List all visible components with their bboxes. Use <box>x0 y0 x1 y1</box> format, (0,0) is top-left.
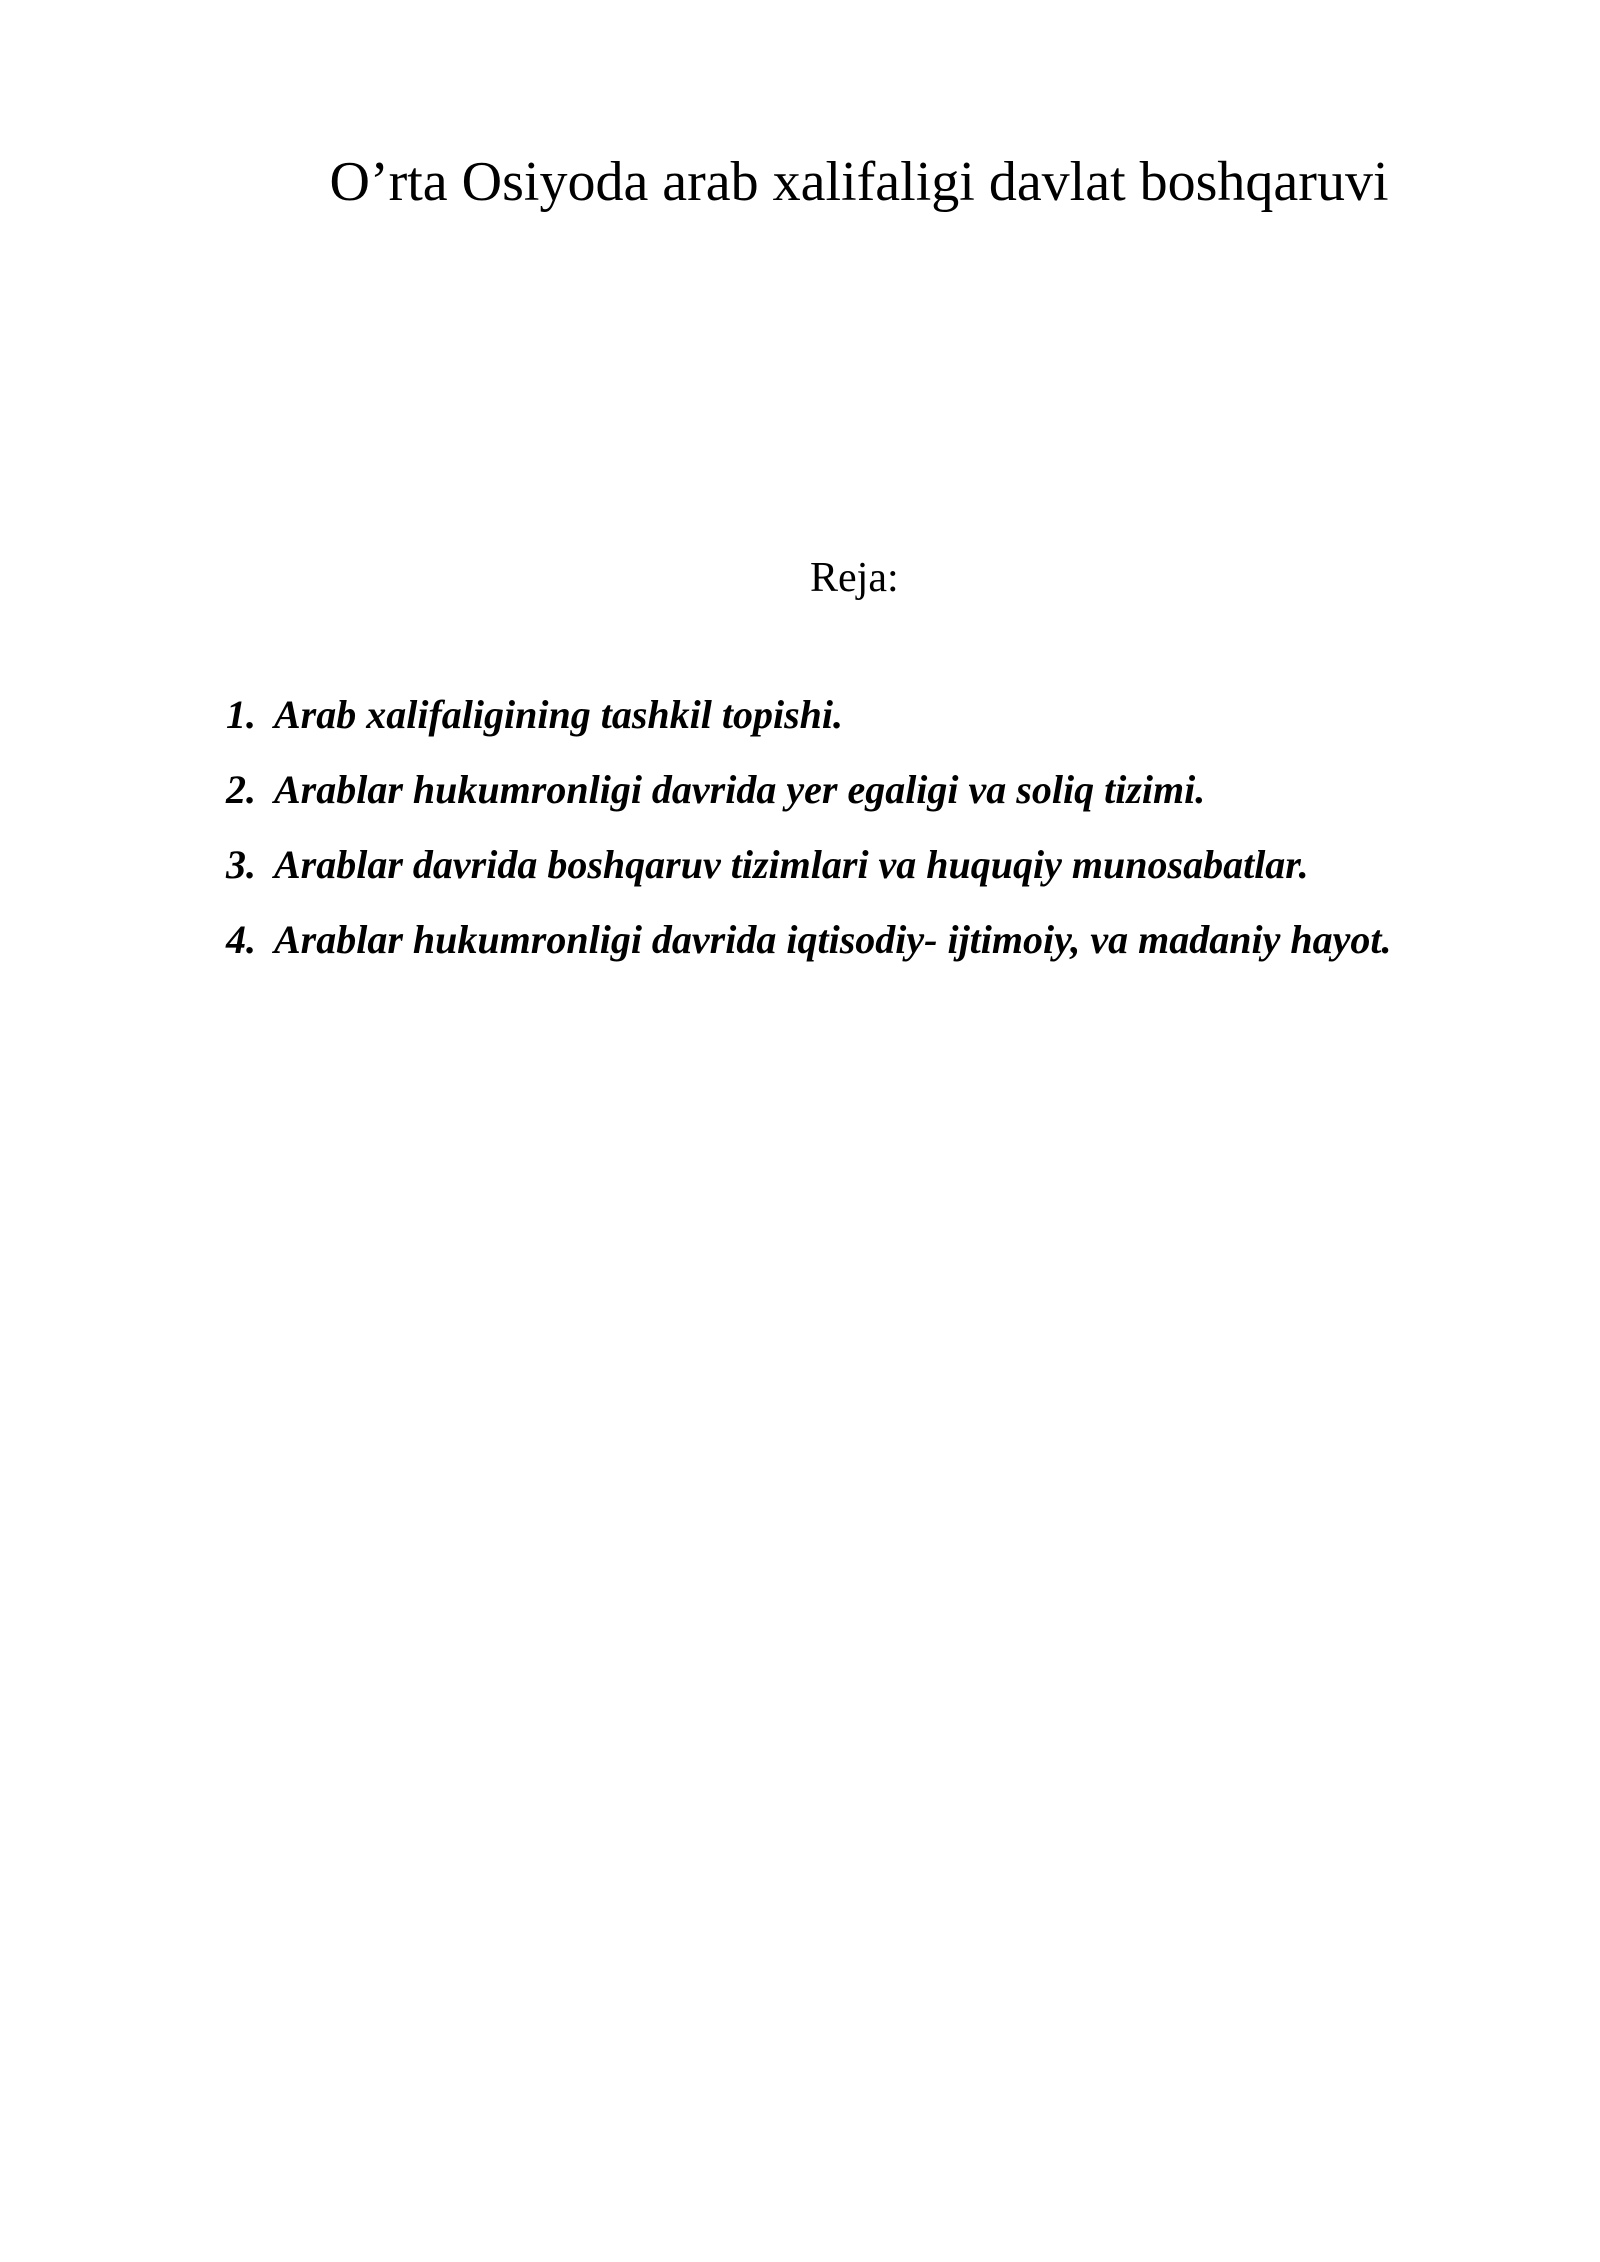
plan-item-number: 3. <box>226 842 256 887</box>
plan-item-text: Arablar hukumronligi davrida yer egaligi va soliq tizimi. <box>274 767 1206 812</box>
plan-item-number: 4. <box>226 917 256 962</box>
plan-item-text: Arablar hukumronligi davrida iqtisodiy- ijtimoiy, va madaniy hayot. <box>274 917 1392 962</box>
document-title: O’rta Osiyoda arab xalifaligi davlat boshqaruvi <box>329 151 1389 213</box>
plan-item <box>226 693 1392 768</box>
plan-item <box>226 768 1392 843</box>
plan-item-number: 1. <box>226 692 256 737</box>
plan-item <box>226 843 1392 918</box>
plan-item-text: Arablar davrida boshqaruv tizimlari va huquqiy munosabatlar. <box>274 842 1309 887</box>
plan-item-text: Arab xalifaligining tashkil topishi. <box>274 692 844 737</box>
plan-list <box>226 693 1392 993</box>
plan-item-number: 2. <box>226 767 256 812</box>
plan-item <box>226 918 1392 993</box>
plan-heading: Reja: <box>810 555 899 601</box>
